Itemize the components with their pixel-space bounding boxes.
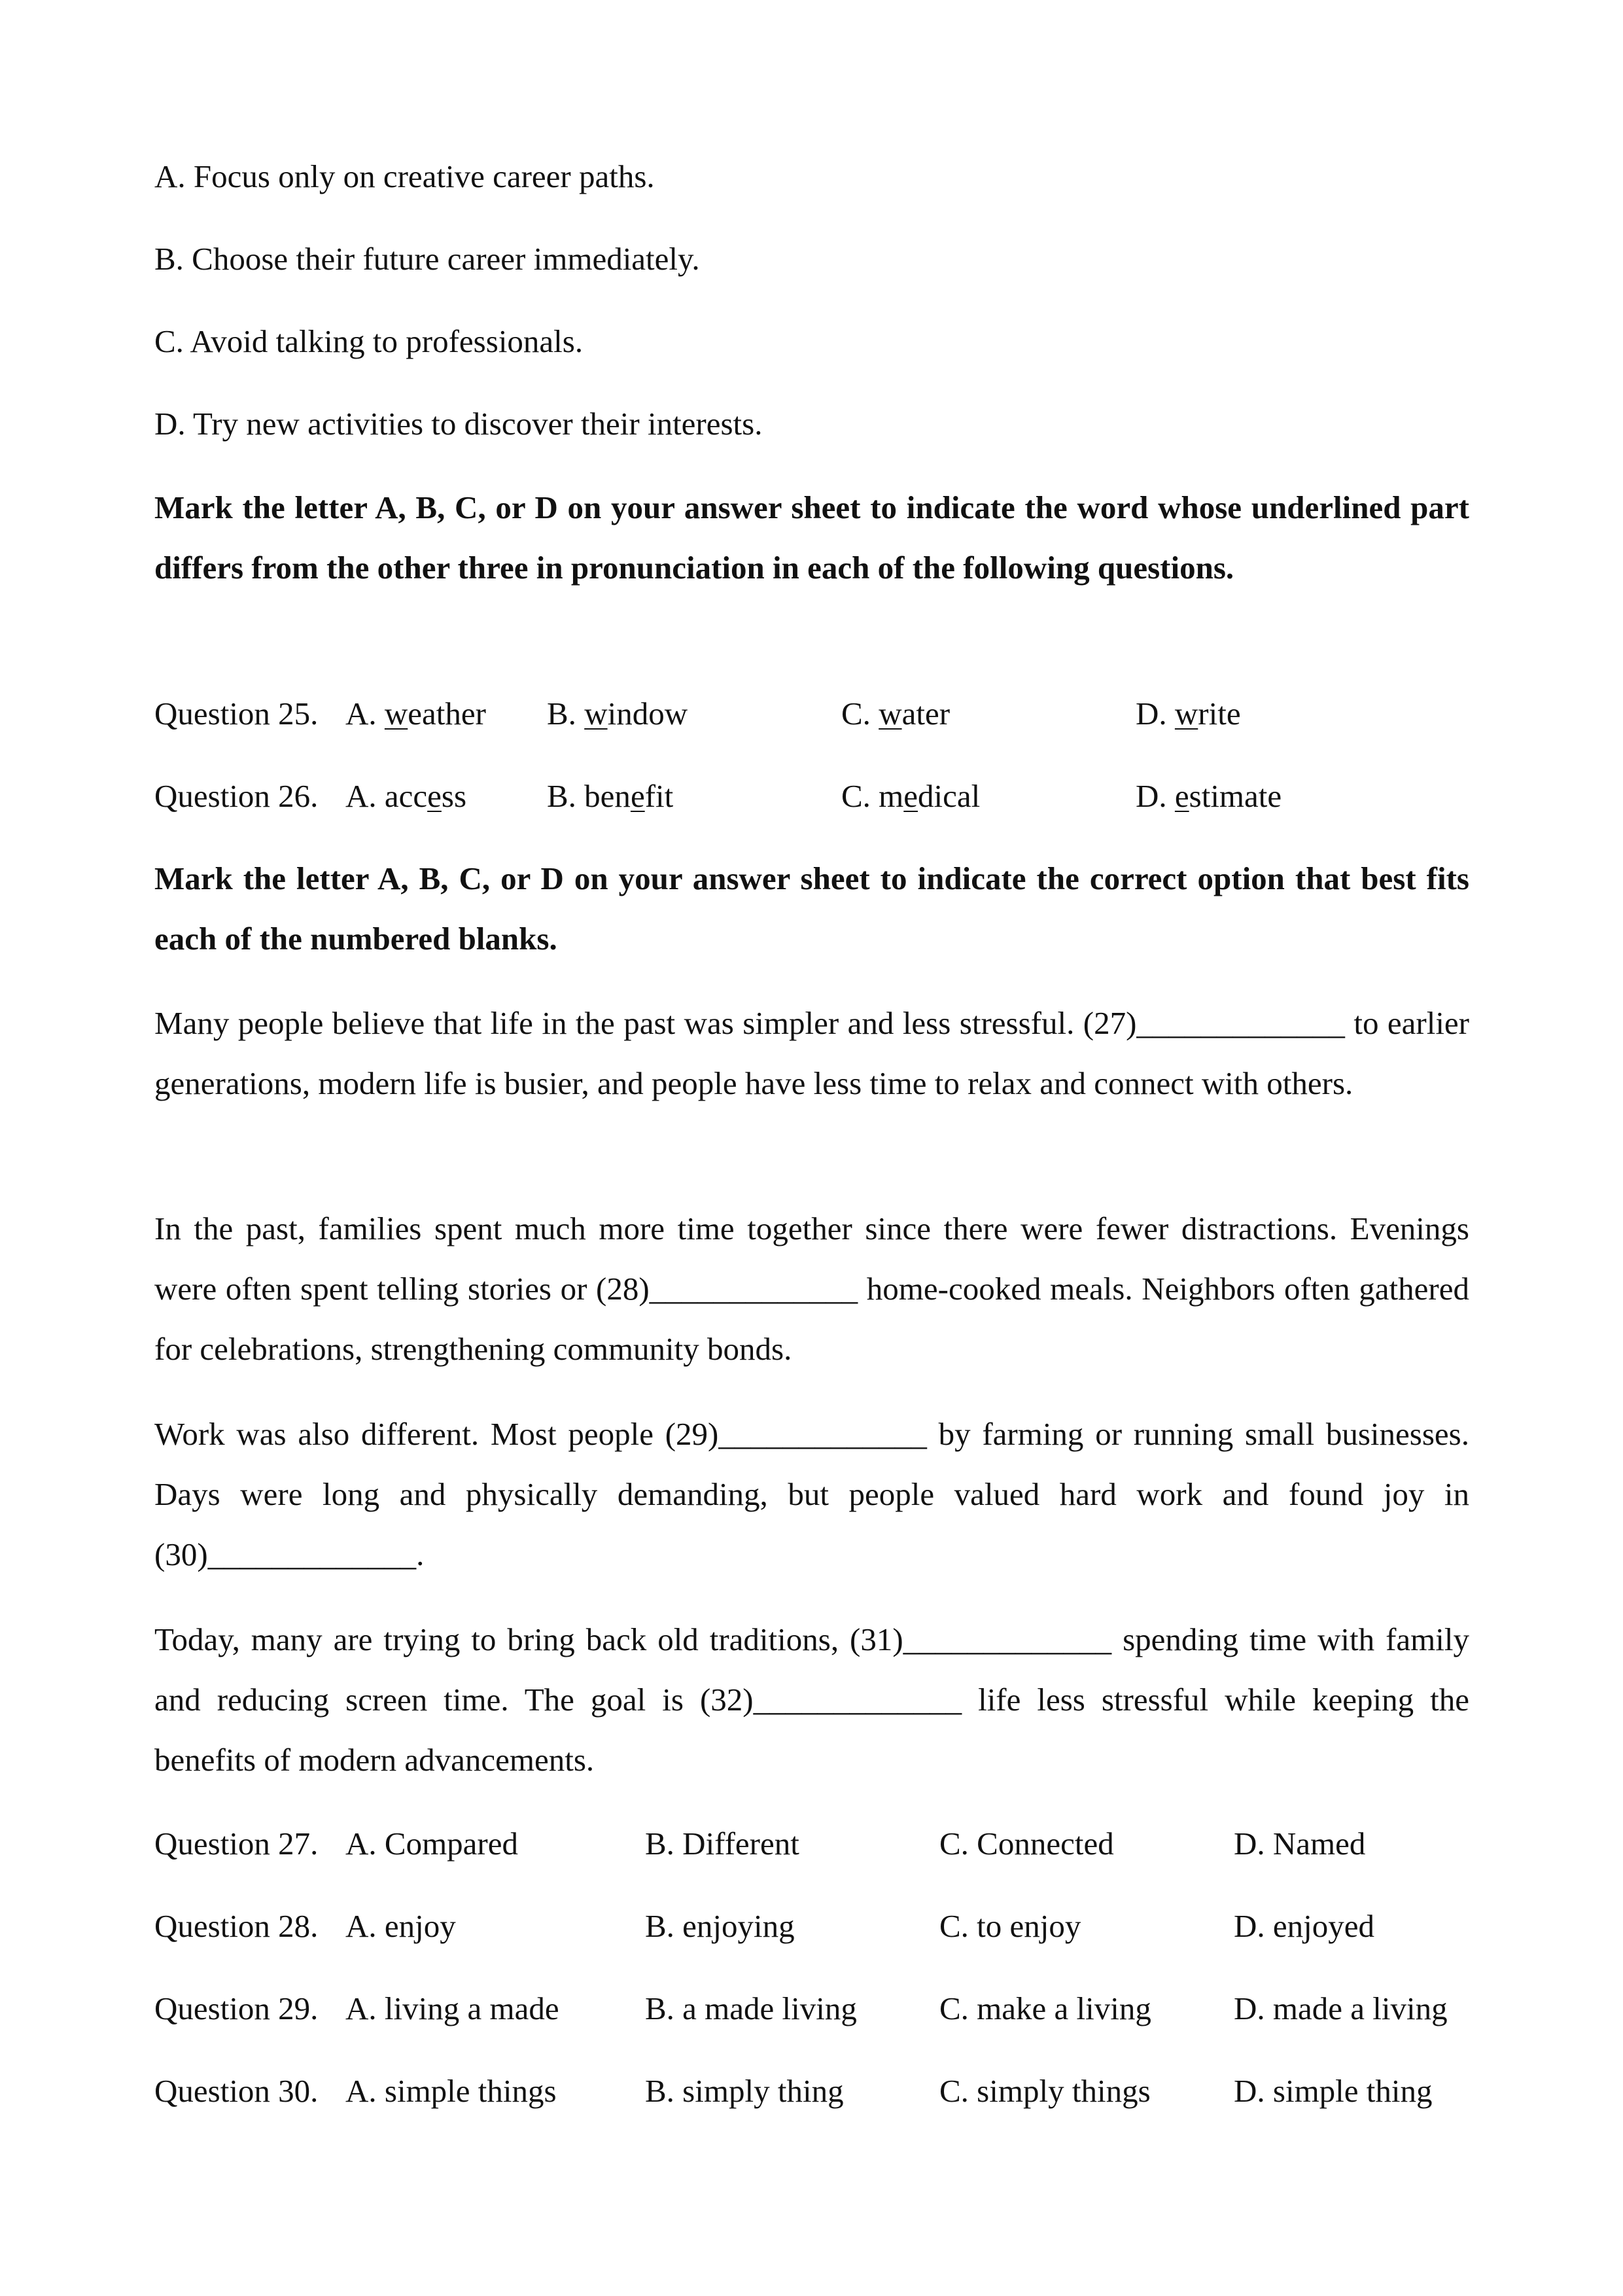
- option-a: A. simple things: [345, 2073, 557, 2109]
- option-d: D. Named: [1234, 1826, 1366, 1862]
- option-a: A. living a made: [345, 1990, 559, 2026]
- option-c: C. Connected: [939, 1826, 1114, 1862]
- option-c: C. make a living: [939, 1990, 1151, 2026]
- option-a: A. access: [345, 778, 467, 814]
- option-b: B. simply thing: [645, 2073, 844, 2109]
- question-26: [154, 766, 1469, 826]
- q24-option-c: C. Avoid talking to professionals.: [154, 323, 584, 359]
- question-30: [154, 2061, 1469, 2121]
- question-29: [154, 1979, 1469, 2039]
- passage-paragraph-3: Work was also different. Most people (29)_____________ by farming or running small businesses. Days were long and physically demanding, but people valued hard work and found joy in (30)_____________.: [154, 1416, 1469, 1572]
- passage-paragraph-2: In the past, families spent much more time together since there were fewer distractions. Evenings were often spent telling stories or (28)_____________ home-cooked meals. Neighbors often gathered for celebrations, strengthening community bonds.: [154, 1210, 1469, 1367]
- question-25: [154, 684, 1469, 744]
- option-a: A. weather: [345, 696, 486, 732]
- option-b: B. window: [547, 696, 688, 732]
- option-c: C. medical: [841, 778, 981, 814]
- question-27: [154, 1814, 1469, 1874]
- q24-option-a: A. Focus only on creative career paths.: [154, 158, 655, 194]
- question-label: Question 29.: [154, 1990, 319, 2026]
- option-d: D. made a living: [1234, 1990, 1448, 2026]
- passage-paragraph-4: Today, many are trying to bring back old traditions, (31)_____________ spending time with family and reducing screen time. The goal is (32)_____________ life less stressful while keeping the benefits of modern advancements.: [154, 1621, 1469, 1778]
- question-label: Question 28.: [154, 1908, 319, 1944]
- option-d: D. write: [1136, 696, 1241, 732]
- option-b: B. Different: [645, 1826, 799, 1862]
- instruction-cloze: Mark the letter A, B, C, or D on your answer sheet to indicate the correct option that best fits each of the numbered blanks.: [154, 860, 1469, 957]
- question-label: Question 25.: [154, 696, 319, 732]
- option-d: D. enjoyed: [1234, 1908, 1374, 1944]
- option-d: D. estimate: [1136, 778, 1282, 814]
- option-c: C. water: [841, 696, 951, 732]
- question-28: [154, 1896, 1469, 1956]
- option-b: B. a made living: [645, 1990, 857, 2026]
- option-b: B. benefit: [547, 778, 674, 814]
- option-c: C. to enjoy: [939, 1908, 1081, 1944]
- question-label: Question 30.: [154, 2073, 319, 2109]
- option-c: C. simply things: [939, 2073, 1151, 2109]
- instruction-pronunciation: Mark the letter A, B, C, or D on your answer sheet to indicate the word whose underlined part differs from the other three in pronunciation in each of the following questions.: [154, 489, 1469, 586]
- question-label: Question 26.: [154, 778, 319, 814]
- option-d: D. simple thing: [1234, 2073, 1433, 2109]
- question-label: Question 27.: [154, 1826, 319, 1862]
- passage-paragraph-1: Many people believe that life in the past was simpler and less stressful. (27)_____________ to earlier generations, modern life is busier, and people have less time to relax and connect with others.: [154, 1005, 1469, 1101]
- q24-option-d: D. Try new activities to discover their interests.: [154, 406, 763, 442]
- option-a: A. enjoy: [345, 1908, 456, 1944]
- option-b: B. enjoying: [645, 1908, 795, 1944]
- option-a: A. Compared: [345, 1826, 518, 1862]
- q24-option-b: B. Choose their future career immediately.: [154, 241, 700, 277]
